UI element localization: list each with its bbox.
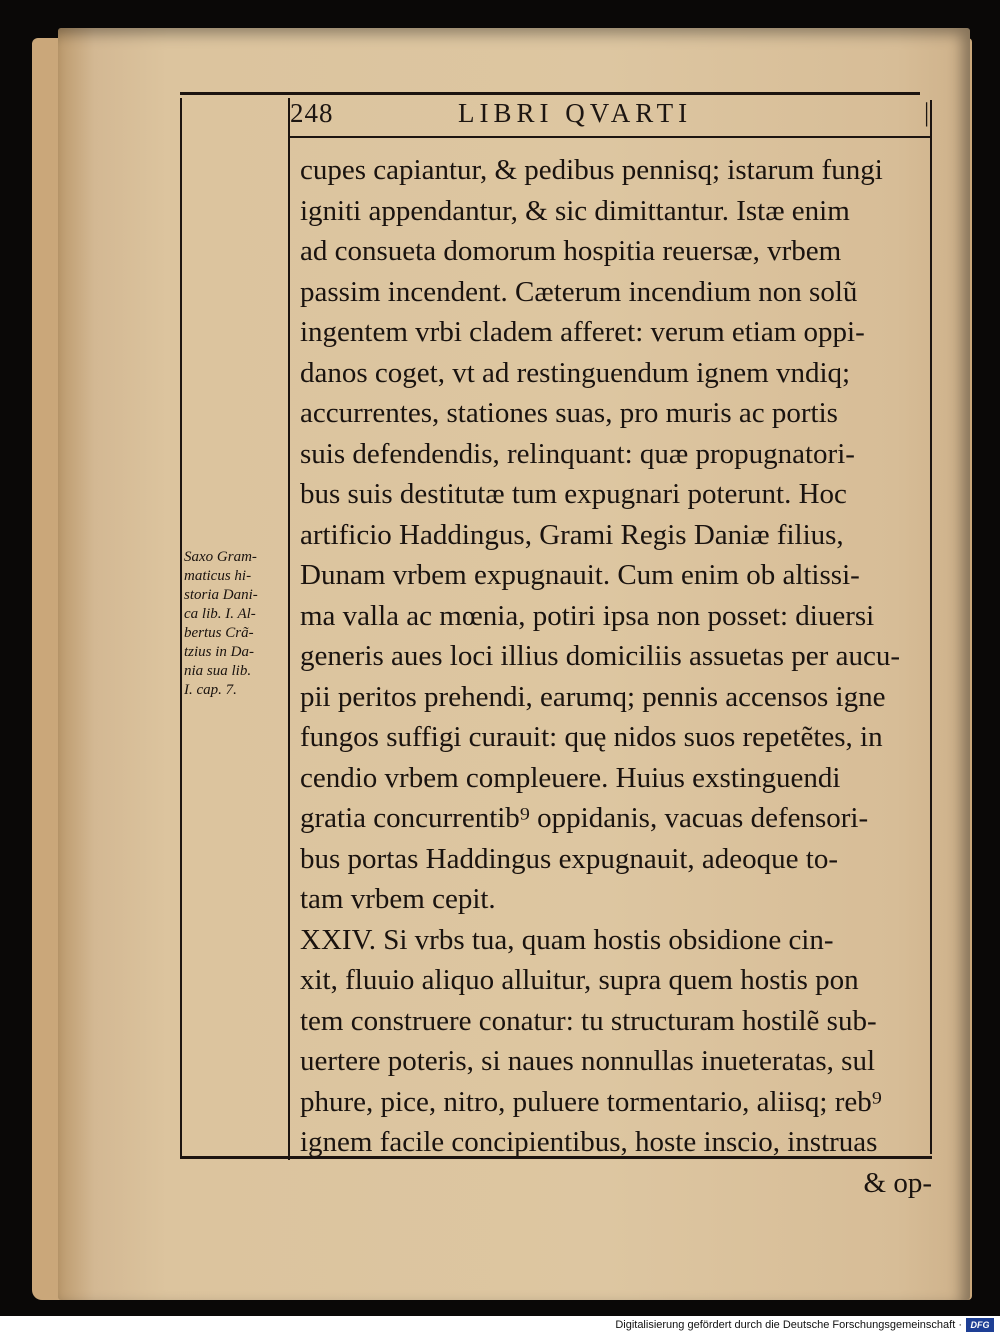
margin-note	[184, 548, 284, 700]
margin-frame-left-rule	[180, 98, 182, 1158]
margin-note-line: maticus hi-	[184, 568, 252, 584]
margin-note-line: nia sua lib.	[184, 663, 252, 679]
body-line: cupes capiantur, & pedibus pennisq; istarum fungi	[300, 154, 883, 186]
body-line: generis aues loci illius domiciliis assuetas per aucu-	[300, 640, 900, 672]
column-divider-rule	[288, 98, 290, 1160]
body-line: igniti appendantur, & sic dimittantur. Istæ enim	[300, 194, 850, 227]
body-line: ingentem vrbi cladem afferet: verum etiam oppi-	[300, 316, 865, 348]
body-line: pii peritos prehendi, earumq; pennis accensos igne	[300, 680, 886, 713]
body-line: bus suis destitutæ tum expugnari poterunt. Hoc	[300, 478, 847, 510]
body-line: accurrentes, stationes suas, pro muris ac portis	[300, 397, 838, 429]
body-line: phure, pice, nitro, puluere tormentario, aliisq; reb⁹	[300, 1085, 882, 1118]
catchword: & op-	[863, 1166, 932, 1199]
body-text	[300, 150, 932, 1203]
footer-credit: Digitalisierung gefördert durch die Deutsche Forschungsgemeinschaft ·	[615, 1319, 962, 1331]
body-line: cendio vrbem compleuere. Huius exstinguendi	[300, 761, 841, 794]
margin-note-line: tzius in Da-	[184, 644, 255, 660]
body-line: uertere poteris, si naues nonnullas inueteratas, sul	[300, 1045, 876, 1077]
body-line: Dunam vrbem expugnauit. Cum enim ob altissi-	[300, 559, 860, 591]
page-number: 248	[290, 98, 334, 128]
body-line: ma valla ac mœnia, potiri ipsa non posset: diuersi	[300, 599, 875, 632]
body-line: xit, fluuio aliquo alluitur, supra quem hostis pon	[300, 964, 859, 996]
section-heading-line: XXIV. Si vrbs tua, quam hostis obsidione cin-	[300, 923, 834, 956]
margin-note-line: ca lib. I. Al-	[184, 606, 256, 622]
body-line: artificio Haddingus, Grami Regis Daniæ filius,	[300, 518, 844, 551]
body-line: tam vrbem cepit.	[300, 883, 496, 915]
body-line: ignem facile concipientibus, hoste inscio, instruas	[300, 1126, 878, 1158]
header-bottom-rule	[290, 136, 930, 138]
body-line: gratia concurrentib⁹ oppidanis, vacuas defensori-	[300, 802, 869, 834]
margin-note-line: bertus Crã-	[184, 625, 254, 641]
body-line: tem construere conatur: tu structuram hostilẽ sub-	[300, 1004, 877, 1037]
body-line: danos coget, vt ad restinguendum ignem vndiq;	[300, 356, 851, 389]
body-line: fungos suffigi curauit: quę nidos suos repetẽtes, in	[300, 721, 883, 753]
margin-note-line: Saxo Gram-	[184, 549, 257, 565]
dfg-logo-icon: DFG	[966, 1318, 994, 1332]
running-title: LIBRI QVARTI	[458, 98, 693, 128]
margin-note-line: I. cap. 7.	[184, 682, 237, 698]
body-line: ad consueta domorum hospitia reuersæ, vrbem	[300, 235, 842, 267]
header-right-mark: |	[924, 98, 930, 127]
body-line: suis defendendis, relinquant: quæ propugnatori-	[300, 437, 855, 470]
body-line: bus portas Haddingus expugnauit, adeoque to-	[300, 842, 839, 875]
body-line: passim incendent. Cæterum incendium non solũ	[300, 275, 858, 308]
header-top-rule	[180, 92, 920, 95]
margin-note-line: storia Dani-	[184, 587, 258, 603]
